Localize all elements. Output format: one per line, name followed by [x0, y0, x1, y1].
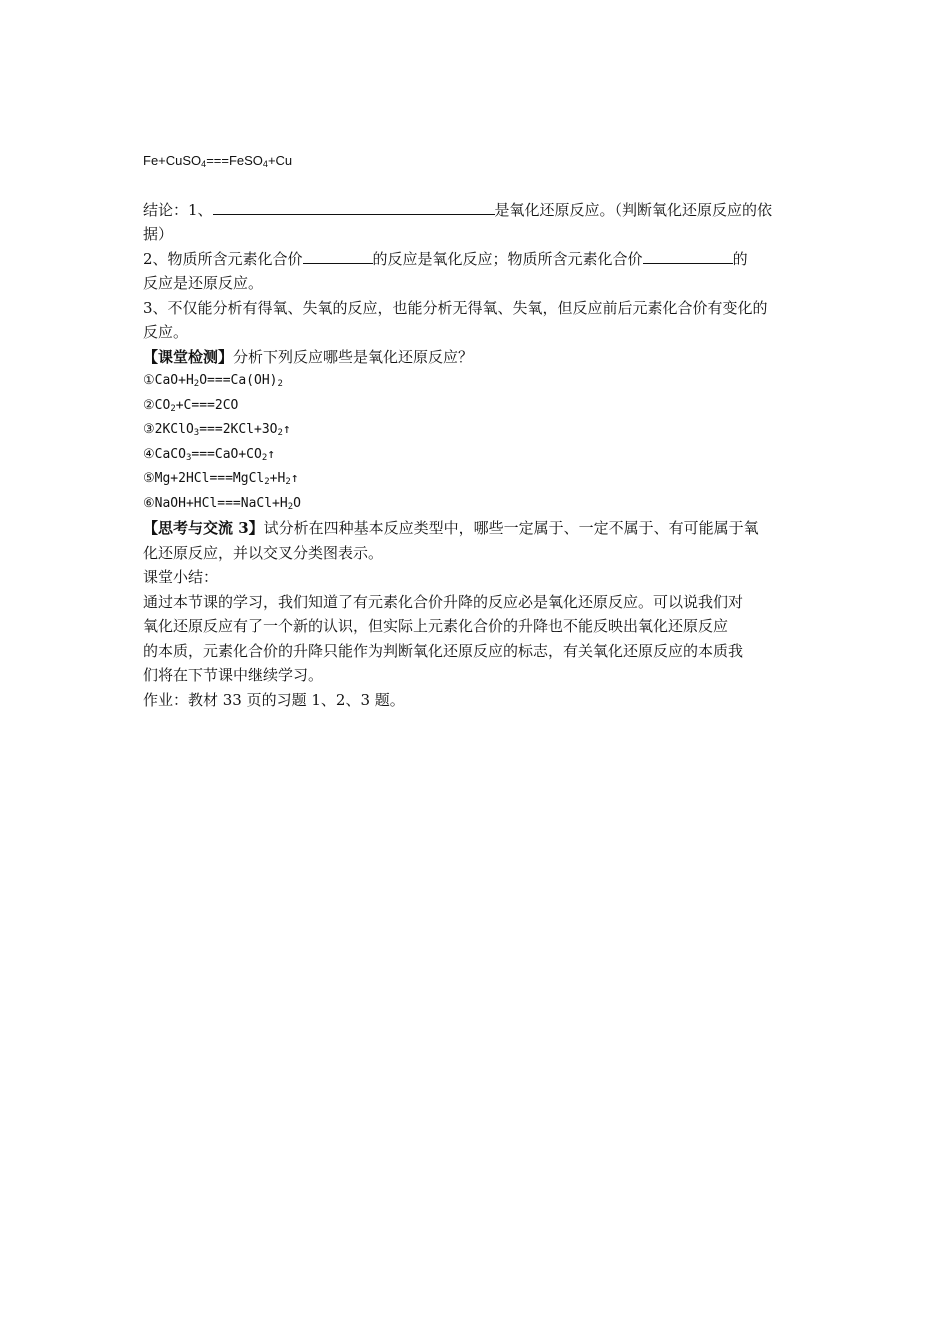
conclusion-2: 2、物质所含元素化合价 的反应是氧化反应；物质所含元素化合价 的 [143, 249, 748, 268]
conclusion-3-cont: 反应。 [143, 323, 189, 341]
homework: 作业：教材 33 页的习题 1、2、3 题。 [143, 690, 405, 709]
reaction-1: $①CaO+H_2O===Ca(OH)_2$ [143, 373, 283, 389]
reaction-6: $⑥NaOH+HCl===NaCl+H_2O$ [143, 495, 301, 512]
fill-blank [303, 249, 373, 264]
discuss-cont: 化还原反应，并以交叉分类图表示。 [143, 543, 384, 562]
document-page [143, 143, 813, 712]
check-heading: 【课堂检测】分析下列反应哪些是氧化还原反应？ [143, 347, 474, 366]
summary-line-4: 们将在下节课中继续学习。 [143, 666, 324, 684]
reaction-3: $③2KClO_3===2KCl+3O_2↑$ [143, 422, 291, 438]
reaction-5: $⑤Mg+2HCl===MgCl_2+H_2↑$ [143, 471, 299, 487]
discuss-heading: 【思考与交流 3】试分析在四种基本反应类型中，哪些一定属于、一定不属于、有可能属于氧 [143, 519, 759, 537]
intro-equation: Fe+CuSO$_4$===FeSO$_4$+Cu [143, 153, 293, 169]
summary-title: 课堂小结： [143, 568, 219, 586]
summary-line-2: 氧化还原反应有了一个新的认识，但实际上元素化合价的升降也不能反映出氧化还原反应 [143, 617, 729, 635]
summary-line-3: 的本质，元素化合价的升降只能作为判断氧化还原反应的标志，有关氧化还原反应的本质我 [143, 641, 744, 660]
conclusion-1-cont: 据） [143, 225, 174, 243]
conclusion-3: 3、不仅能分析有得氧、失氧的反应，也能分析无得氧、失氧，但反应前后元素化合价有变化的 [143, 298, 768, 317]
conclusion-1: 结论：1、 是氧化还原反应。（判断氧化还原反应的依 [143, 200, 773, 219]
summary-line-1: 通过本节课的学习，我们知道了有元素化合价升降的反应必是氧化还原反应。可以说我们对 [143, 592, 744, 611]
conclusion-2-cont: 反应是还原反应。 [143, 274, 264, 292]
reaction-4: $④CaCO_3===CaO+CO_2↑$ [143, 446, 276, 463]
fill-blank [643, 249, 733, 264]
reaction-2: $②CO_2+C===2CO$ [143, 397, 239, 414]
fill-blank [213, 200, 495, 215]
